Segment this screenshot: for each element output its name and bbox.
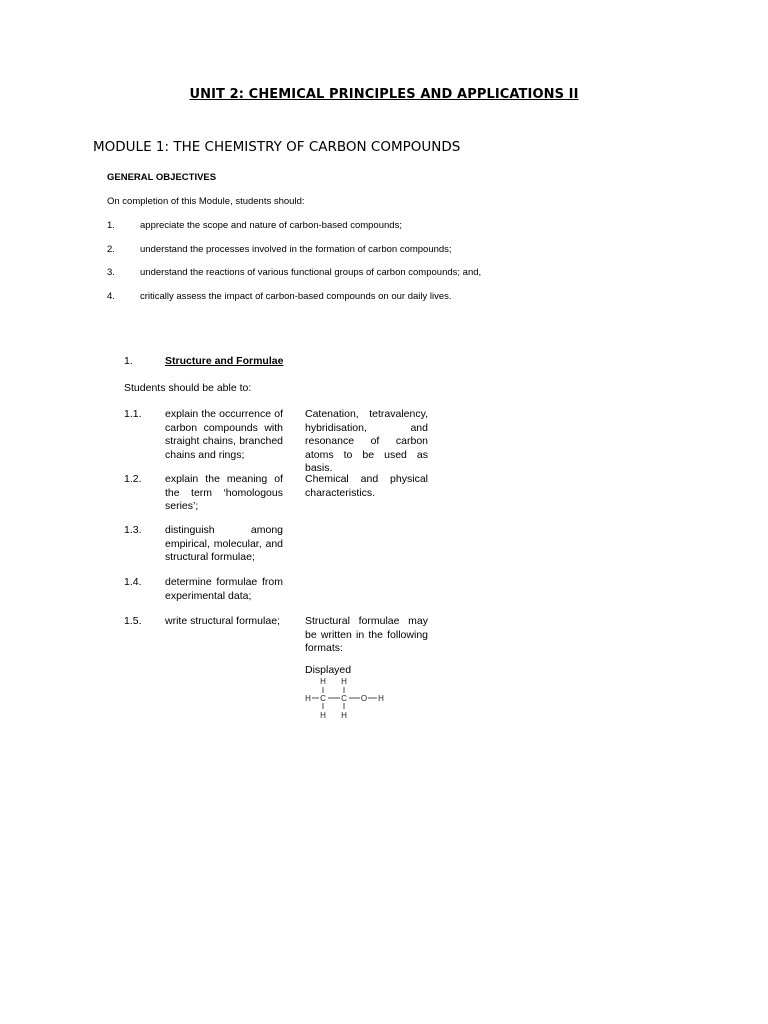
- unit-title: UNIT 2: CHEMICAL PRINCIPLES AND APPLICATIONS II: [189, 87, 579, 102]
- atom-label: H: [378, 694, 384, 703]
- atom-label: H: [320, 677, 326, 686]
- specific-objective-note: Chemical and physical characteristics.: [305, 473, 428, 499]
- ethanol-displayed-formula: [302, 676, 392, 722]
- specific-objective-note: Catenation, tetravalency, hybridisation, and resonance of carbon atoms to be used as basis.: [305, 408, 428, 474]
- general-objectives-intro: On completion of this Module, students should:: [107, 196, 305, 207]
- objective-text: critically assess the impact of carbon-based compounds on our daily lives.: [140, 291, 452, 302]
- objective-number: 3.: [107, 267, 115, 278]
- general-objectives-heading: GENERAL OBJECTIVES: [107, 172, 217, 183]
- atom-label: C: [341, 694, 347, 703]
- section-number: 1.: [124, 355, 133, 367]
- specific-objective-number: 1.3.: [124, 524, 142, 536]
- objective-number: 4.: [107, 291, 115, 302]
- specific-objective-number: 1.5.: [124, 615, 142, 627]
- section-title: Structure and Formulae: [165, 355, 284, 367]
- atom-label: H: [341, 677, 347, 686]
- specific-objective-text: explain the occurrence of carbon compounds with straight chains, branched chains and rings;: [165, 408, 283, 461]
- specific-objective-number: 1.4.: [124, 576, 142, 588]
- specific-objective-number: 1.1.: [124, 408, 142, 420]
- objective-number: 1.: [107, 220, 115, 231]
- module-title: MODULE 1: THE CHEMISTRY OF CARBON COMPOUNDS: [93, 139, 461, 155]
- objective-text: understand the reactions of various functional groups of carbon compounds; and,: [140, 267, 482, 278]
- objective-text: understand the processes involved in the formation of carbon compounds;: [140, 244, 452, 255]
- specific-objective-text: determine formulae from experimental data;: [165, 576, 283, 602]
- displayed-formula-label: Displayed: [305, 664, 352, 676]
- section-intro: Students should be able to:: [124, 382, 252, 394]
- objective-text: appreciate the scope and nature of carbon-based compounds;: [140, 220, 402, 231]
- specific-objective-note: Structural formulae may be written in the following formats:: [305, 615, 428, 654]
- atom-label: C: [320, 694, 326, 703]
- specific-objective-text: write structural formulae;: [165, 615, 280, 627]
- objective-number: 2.: [107, 244, 115, 255]
- atom-label: H: [305, 694, 311, 703]
- atom-label: H: [320, 711, 326, 720]
- atom-label: O: [360, 694, 368, 703]
- specific-objective-text: explain the meaning of the term ‘homologous series’;: [165, 473, 283, 512]
- specific-objective-text: distinguish among empirical, molecular, and structural formulae;: [165, 524, 283, 563]
- atom-label: H: [341, 711, 347, 720]
- specific-objective-number: 1.2.: [124, 473, 142, 485]
